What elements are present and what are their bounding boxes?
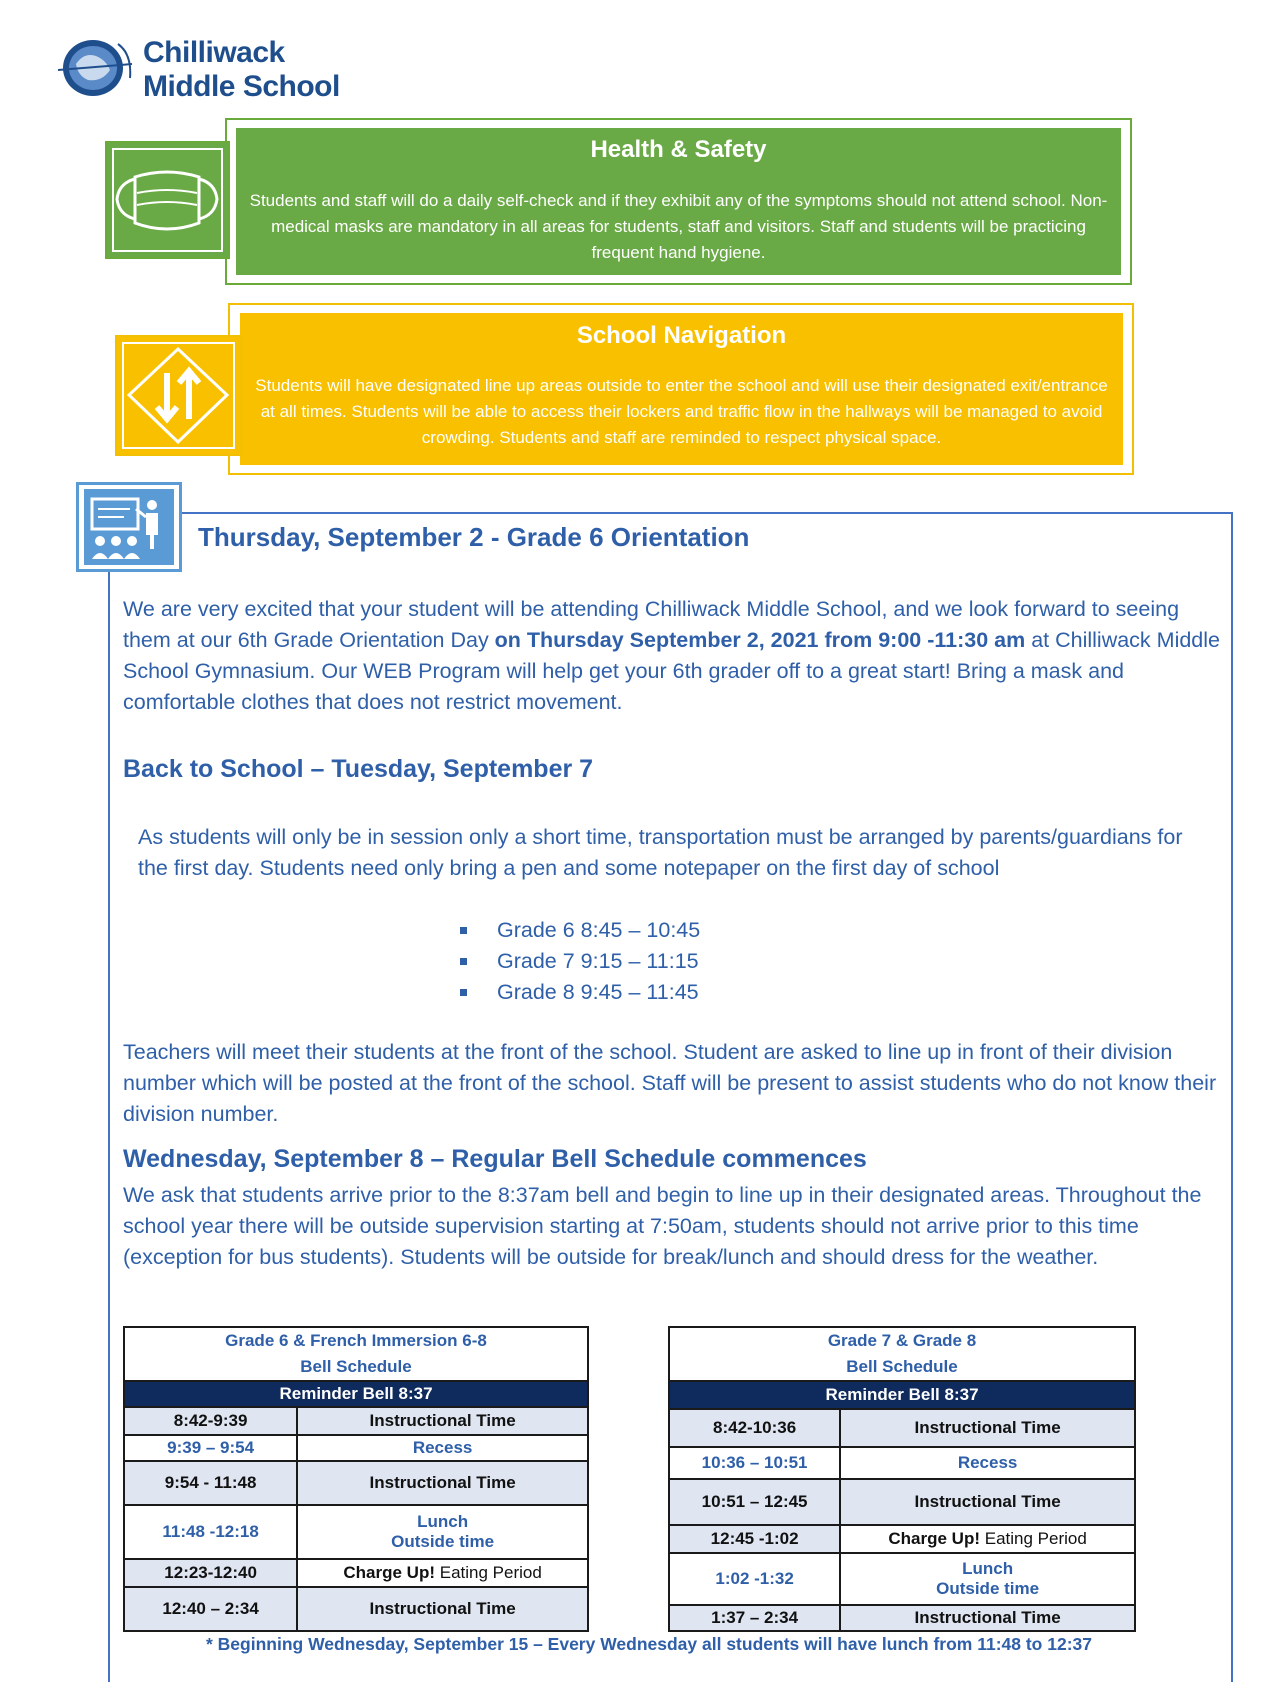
table-row [669,1409,1135,1447]
school-logo-icon [58,34,138,98]
orientation-date-bold: on Thursday September 2, 2021 from 9:00 -11:30 am [494,628,1026,652]
table-reminder-row [669,1381,1135,1409]
wednesday-lunch-footnote: * Beginning Wednesday, September 15 – Every Wednesday all students will have lunch from 11:48 to 12:37 [206,1634,1092,1654]
table-header-row [124,1327,588,1381]
orientation-paragraph [123,594,1223,718]
activity-cell: Instructional Time [297,1461,588,1505]
eating-period-label: Eating Period [435,1563,542,1582]
time-cell: 12:23-12:40 [124,1559,297,1587]
list-item [460,977,700,1008]
table-title-line-2: Bell Schedule [300,1357,412,1376]
table-title-line-2: Bell Schedule [846,1357,958,1376]
back-to-school-heading: Back to School – Tuesday, September 7 [123,755,594,783]
navigation-title: School Navigation [576,322,787,349]
time-cell: 8:42-10:36 [669,1409,840,1447]
activity-cell: Recess [840,1447,1135,1479]
table-row [669,1447,1135,1479]
time-cell: 1:02 -1:32 [669,1553,840,1605]
table-title-line-1: Grade 7 & Grade 8 [827,1331,977,1350]
bullet-icon [460,958,467,965]
grade-7-time: Grade 7 9:15 – 11:15 [497,949,699,973]
orientation-text-1: We are very excited that your student will be attending Chilliwack Middle School, and we look forward to seeing them at our 6th Grade Orientation Day [123,597,1180,652]
logo-line-2: Middle School [143,70,340,103]
time-cell: 9:39 – 9:54 [124,1435,297,1461]
table-title-line-1: Grade 6 & French Immersion 6-8 [225,1331,487,1350]
time-cell: 8:42-9:39 [124,1407,297,1435]
reminder-bell: Reminder Bell 8:37 [124,1381,588,1407]
two-way-arrows-icon [117,337,240,454]
orientation-text-2: at Chilliwack Middle School Gymnasium. Our WEB Program will help get your 6th grader off to a great start! Bring a mask and comfortable clothes that does not restrict movement. [123,628,1220,714]
health-safety-icon-box [105,141,230,259]
table-reminder-row [124,1381,588,1407]
list-item [460,946,700,977]
navigation-body: Students will have designated line up areas outside to enter the school and will use their designated exit/entrance at all times. Students will be able to access their lockers and traffic flow in the hallways will be managed to avoid crowding. Students and staff are reminded to respect physical space. [255,376,1108,447]
time-cell: 10:51 – 12:45 [669,1479,840,1525]
time-cell: 12:45 -1:02 [669,1525,840,1553]
table-row [124,1407,588,1435]
time-cell: 12:40 – 2:34 [124,1587,297,1631]
presentation-icon-panel [84,489,174,565]
mask-icon [107,143,228,257]
bullet-icon [460,927,467,934]
back-to-school-paragraph: As students will only be in session only a short time, transportation must be arranged by parents/guardians for the first day. Students need only bring a pen and some notepaper on the first day of school [138,825,1183,880]
activity-cell [840,1553,1135,1605]
bullet-icon [460,989,467,996]
table-row [124,1435,588,1461]
activity-cell: Recess [297,1435,588,1461]
table-title [124,1327,588,1381]
outside-time-label: Outside time [936,1579,1040,1598]
orientation-heading: Thursday, September 2 - Grade 6 Orientation [198,522,750,552]
teachers-paragraph: Teachers will meet their students at the front of the school. Student are asked to line up in front of their division number which will be posted at the front of the school. Staff will be present to assist students who do not know their division number. [123,1040,1217,1126]
grade-start-times-list [460,915,700,1008]
lunch-label: Lunch [962,1559,1014,1578]
table-row [124,1559,588,1587]
activity-cell: Instructional Time [840,1605,1135,1631]
health-safety-body: Students and staff will do a daily self-check and if they exhibit any of the symptoms should not attend school. Non-medical masks are mandatory in all areas for students, staff and visitors. Staff and students will be practicing frequent hand hygiene. [249,191,1108,262]
bell-schedule-grade7-8 [668,1326,1136,1632]
table-row [669,1605,1135,1631]
activity-cell [297,1505,588,1559]
time-cell: 11:48 -12:18 [124,1505,297,1559]
charge-up-label: Charge Up! [343,1563,436,1582]
table-row [669,1525,1135,1553]
wednesday-heading: Wednesday, September 8 – Regular Bell Schedule commences [123,1145,867,1173]
table-row [124,1461,588,1505]
grade-6-time: Grade 6 8:45 – 10:45 [497,918,701,942]
school-logo-text [143,36,340,104]
activity-cell [840,1525,1135,1553]
table-row [124,1505,588,1559]
activity-cell: Instructional Time [840,1409,1135,1447]
table-header-row [669,1327,1135,1381]
list-item [460,915,700,946]
table-row [669,1553,1135,1605]
presentation-icon [84,489,174,565]
reminder-bell: Reminder Bell 8:37 [669,1381,1135,1409]
wednesday-paragraph: We ask that students arrive prior to the 8:37am bell and begin to line up in their designated areas. Throughout the school year there will be outside supervision starting at 7:50am, students should not arrive prior to this time (exception for bus students). Students will be outside for break/lunch and should dress for the weather. [123,1183,1202,1269]
time-cell: 9:54 - 11:48 [124,1461,297,1505]
activity-cell: Instructional Time [297,1407,588,1435]
lunch-label: Lunch [417,1512,469,1531]
activity-cell [297,1559,588,1587]
table-title [669,1327,1135,1381]
logo-line-1: Chilliwack [143,36,285,69]
activity-cell: Instructional Time [297,1587,588,1631]
time-cell: 10:36 – 10:51 [669,1447,840,1479]
activity-cell: Instructional Time [840,1479,1135,1525]
table-row [669,1479,1135,1525]
grade-8-time: Grade 8 9:45 – 11:45 [497,980,699,1004]
outside-time-label: Outside time [391,1532,495,1551]
time-cell: 1:37 – 2:34 [669,1605,840,1631]
eating-period-label: Eating Period [980,1529,1087,1548]
charge-up-label: Charge Up! [888,1529,981,1548]
table-row [124,1587,588,1631]
health-safety-title: Health & Safety [590,136,767,163]
bell-schedule-grade6 [123,1326,589,1632]
navigation-icon-box [115,335,242,456]
